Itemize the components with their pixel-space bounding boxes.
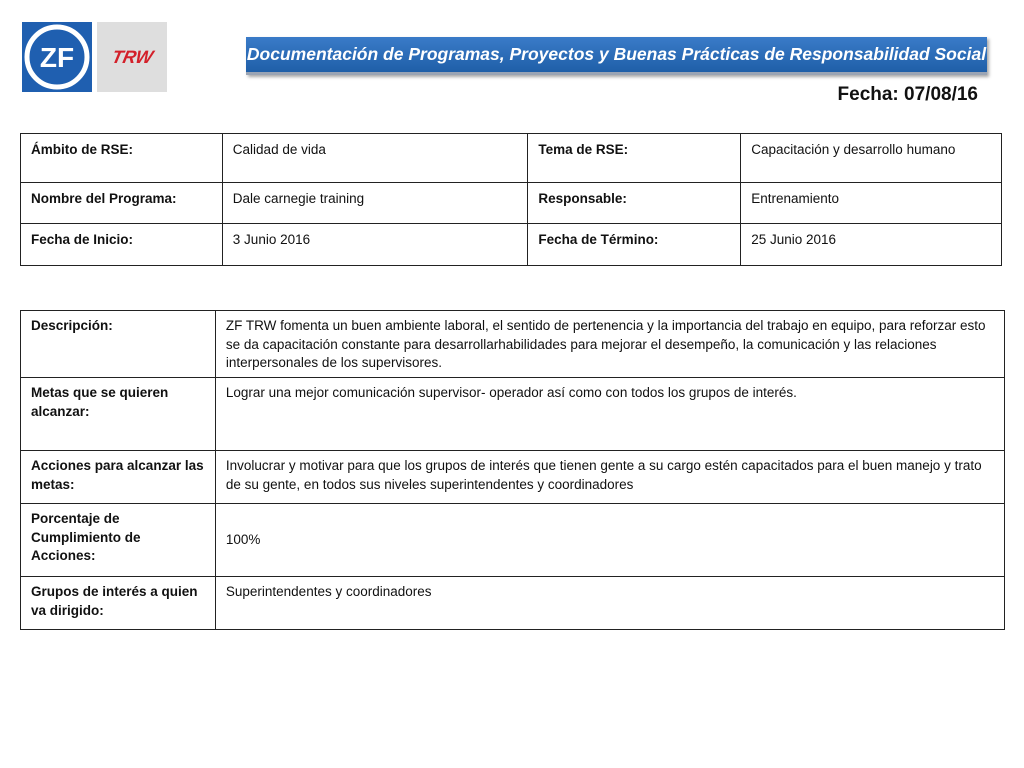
ambito-label: Ámbito de RSE: <box>21 134 223 183</box>
table-row <box>21 134 1002 183</box>
grupos-value: Superintendentes y coordinadores <box>215 577 1004 630</box>
porcentaje-label: Porcentaje de Cumplimiento de Acciones: <box>21 504 216 577</box>
nombre-programa-label: Nombre del Programa: <box>21 183 223 224</box>
fecha-inicio-label: Fecha de Inicio: <box>21 224 223 266</box>
descripcion-label: Descripción: <box>21 311 216 378</box>
descripcion-value: ZF TRW fomenta un buen ambiente laboral, el sentido de pertenencia y la importancia del trabajo en equipo, para reforzar esto se da capacitación constante para desarrollarhabilidades para mejorar el desempeño, la comunicación y las relaciones interpersonales de los supervisores. <box>215 311 1004 378</box>
trw-logo-text: TRW <box>109 46 155 67</box>
table-row <box>21 183 1002 224</box>
acciones-value: Involucrar y motivar para que los grupos de interés que tienen gente a su cargo estén capacitados para el buen manejo y trato de su gente, en todos sus niveles superintendentes y coordinadores <box>215 451 1004 504</box>
zf-logo-text: ZF <box>39 42 75 73</box>
responsable-label: Responsable: <box>528 183 741 224</box>
program-info-table <box>20 133 1002 266</box>
porcentaje-value: 100% <box>215 504 1004 577</box>
document-title: Documentación de Programas, Proyectos y Buenas Prácticas de Responsabilidad Social <box>246 37 987 75</box>
ambito-value: Calidad de vida <box>222 134 528 183</box>
metas-value: Lograr una mejor comunicación supervisor- operador así como con todos los grupos de interés. <box>215 378 1004 451</box>
fecha-inicio-value: 3 Junio 2016 <box>222 224 528 266</box>
fecha-termino-value: 25 Junio 2016 <box>741 224 1002 266</box>
table-row <box>21 577 1005 630</box>
tema-value: Capacitación y desarrollo humano <box>741 134 1002 183</box>
nombre-programa-value: Dale carnegie training <box>222 183 528 224</box>
table-row <box>21 378 1005 451</box>
zf-logo <box>22 22 92 92</box>
tema-label: Tema de RSE: <box>528 134 741 183</box>
acciones-label: Acciones para alcanzar las metas: <box>21 451 216 504</box>
grupos-label: Grupos de interés a quien va dirigido: <box>21 577 216 630</box>
responsable-value: Entrenamiento <box>741 183 1002 224</box>
table-row <box>21 311 1005 378</box>
table-row <box>21 504 1005 577</box>
fecha-termino-label: Fecha de Término: <box>528 224 741 266</box>
document-date: Fecha: 07/08/16 <box>837 84 978 105</box>
table-row <box>21 224 1002 266</box>
table-row <box>21 451 1005 504</box>
metas-label: Metas que se quieren alcanzar: <box>21 378 216 451</box>
trw-logo <box>97 22 167 92</box>
program-details-table <box>20 310 1005 630</box>
